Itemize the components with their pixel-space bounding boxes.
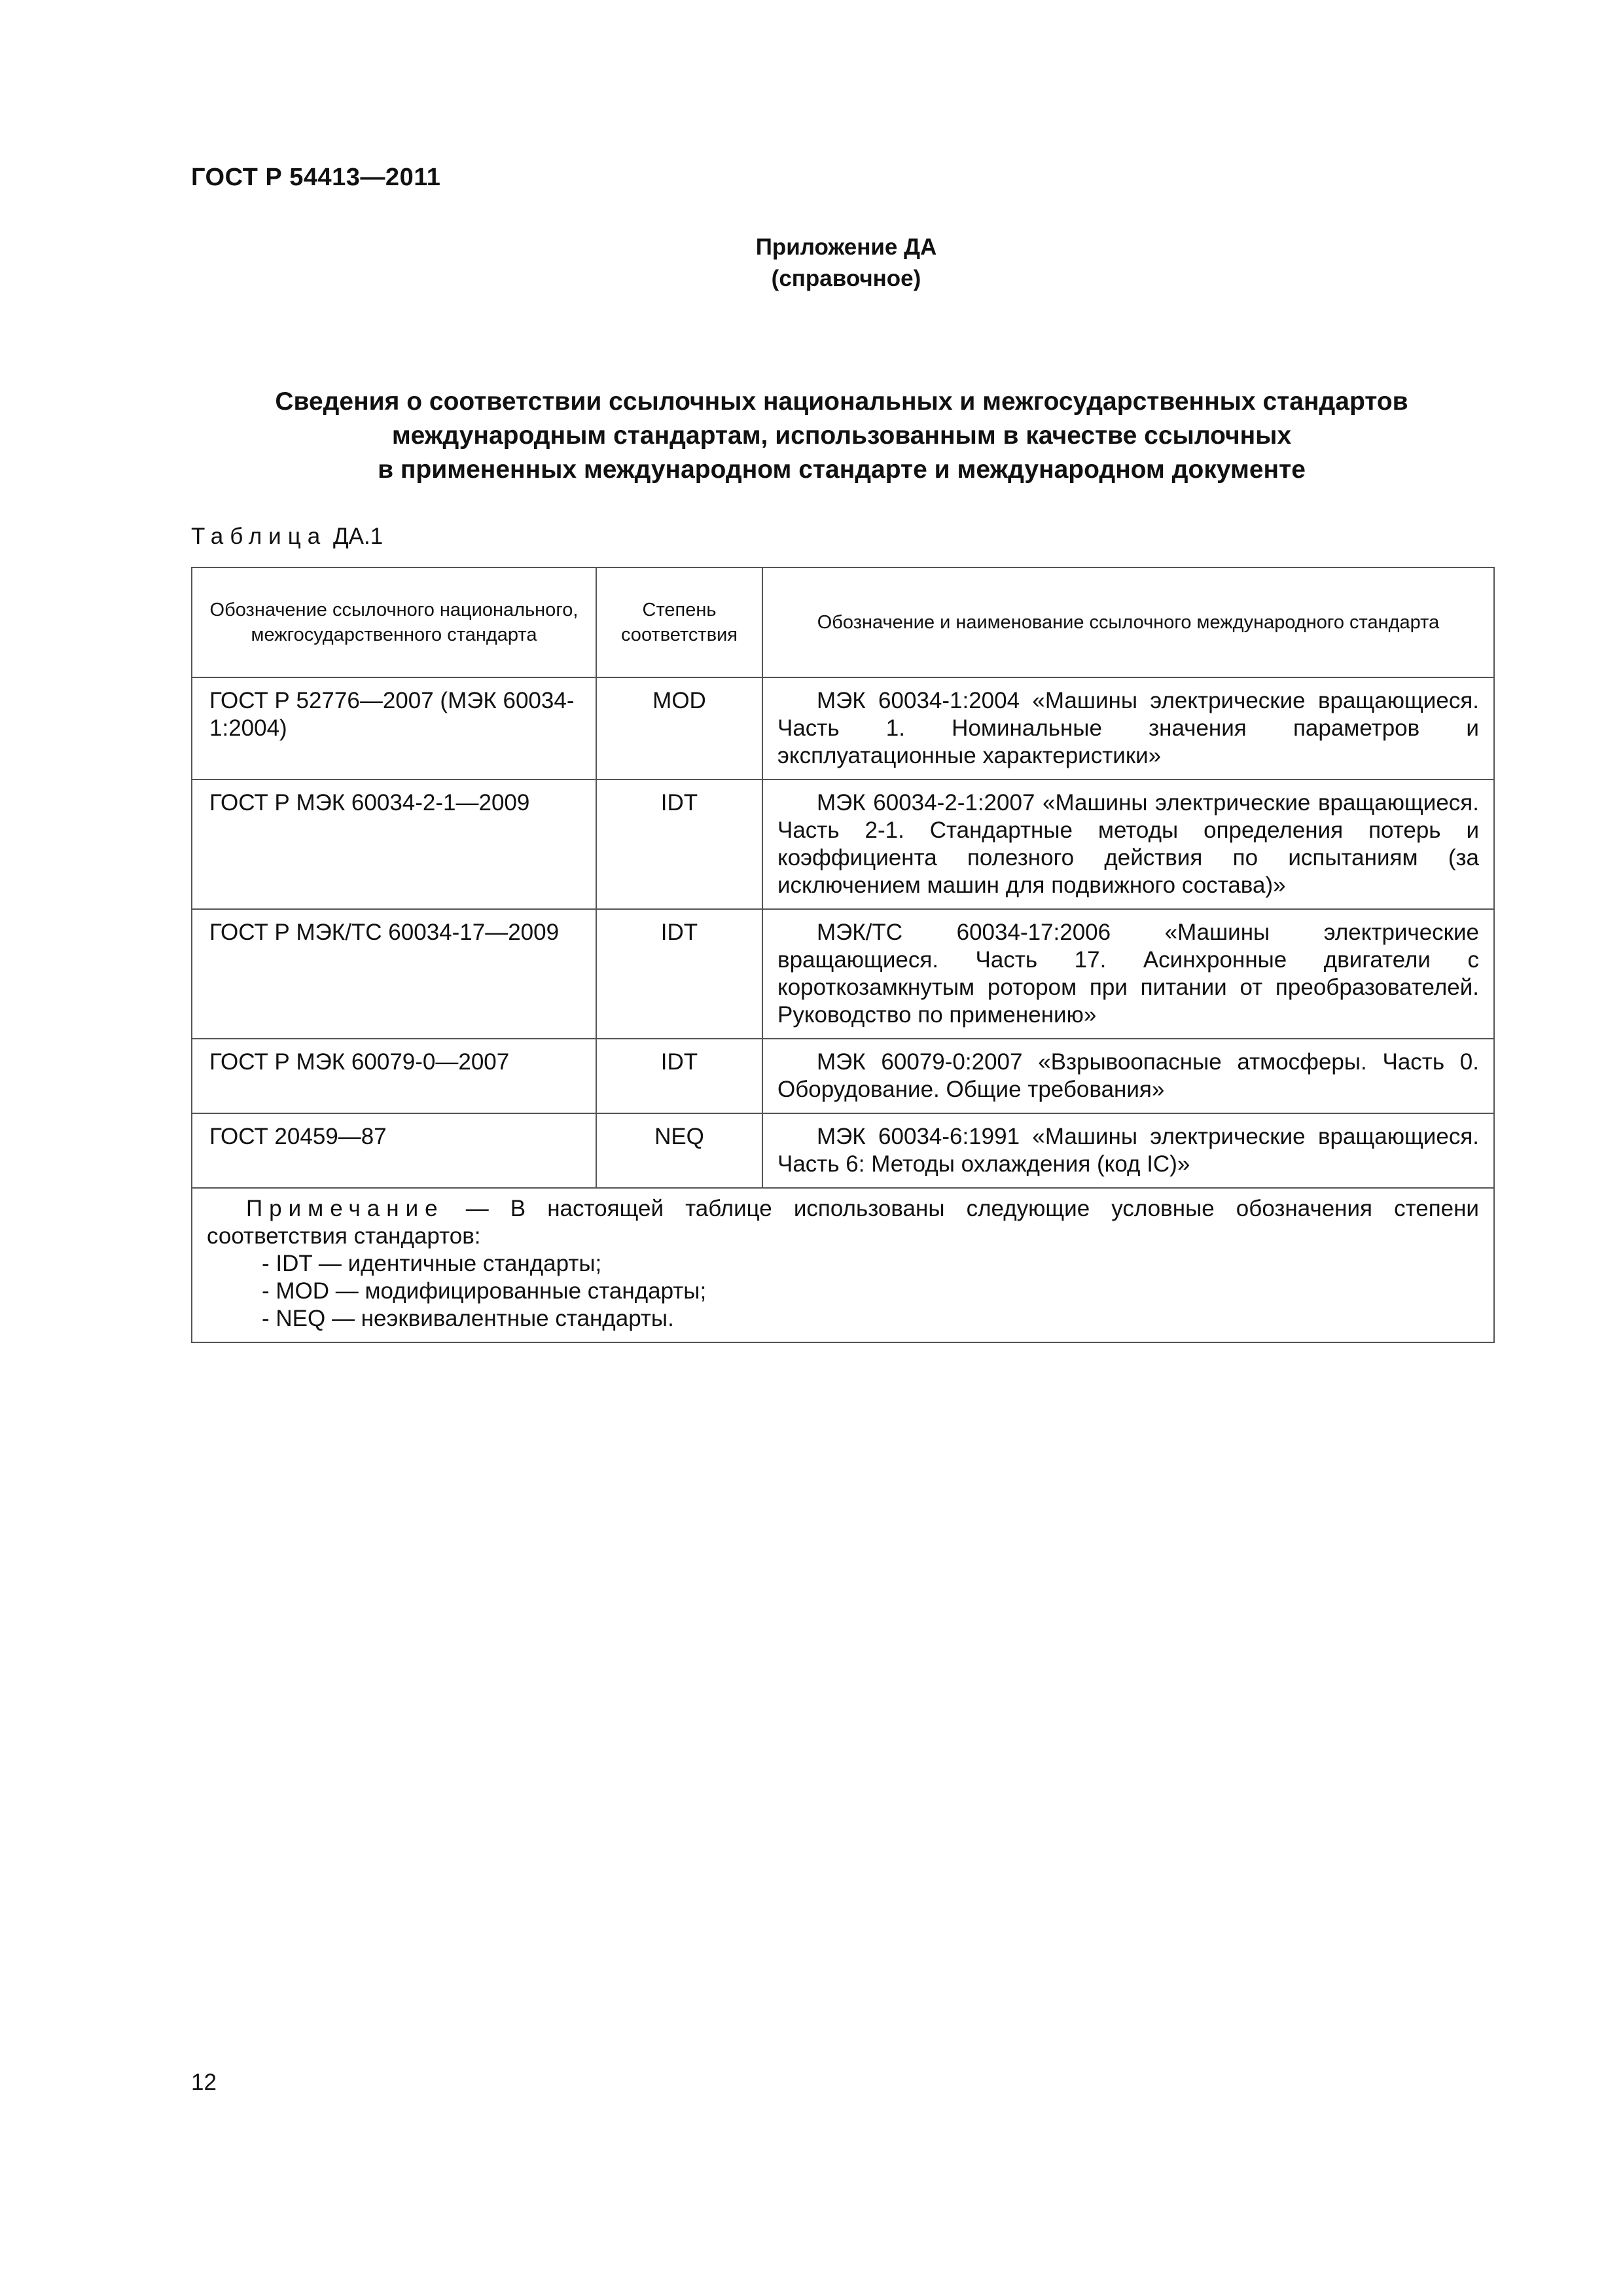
cell-international: МЭК 60079-0:2007 «Взрывоопасные атмосферы. Часть 0. Оборудование. Общие требования» <box>762 1039 1494 1113</box>
header-degree: Степень соответствия <box>596 567 762 677</box>
section-title <box>191 385 1492 487</box>
table-row <box>192 909 1494 1039</box>
cell-international: МЭК/ТС 60034-17:2006 «Машины электрические вращающиеся. Часть 17. Асинхронные двигатели с короткозамкнутым ротором при питании от преобразователей. Руководство по применению» <box>762 909 1494 1039</box>
note-label: Примечание <box>246 1196 444 1221</box>
title-line: в примененных международном стандарте и международном документе <box>378 456 1306 484</box>
cell-degree: MOD <box>596 677 762 780</box>
cell-designation: ГОСТ Р МЭК 60034-2-1—2009 <box>192 780 596 909</box>
title-line: международным стандартам, использованным в качестве ссылочных <box>391 422 1292 450</box>
table-caption-number: ДА.1 <box>332 524 383 549</box>
note-list-item: - NEQ — неэквивалентные стандарты. <box>262 1306 674 1331</box>
note-paragraph <box>207 1195 1479 1250</box>
appendix-label: Приложение ДА <box>755 234 937 260</box>
table-note <box>192 1188 1494 1342</box>
table-row <box>192 1113 1494 1188</box>
note-list-item: - MOD — модифицированные стандарты; <box>262 1278 707 1304</box>
cell-designation: ГОСТ Р МЭК/ТС 60034-17—2009 <box>192 909 596 1039</box>
appendix-type: (справочное) <box>771 266 921 291</box>
table-row <box>192 1039 1494 1113</box>
table-caption-word: Таблица <box>191 524 327 549</box>
table-header-row <box>192 567 1494 677</box>
cell-international: МЭК 60034-1:2004 «Машины электрические вращающиеся. Часть 1. Номинальные значения параметров и эксплуатационные характеристики» <box>762 677 1494 780</box>
cell-degree: IDT <box>596 1039 762 1113</box>
cell-degree: IDT <box>596 909 762 1039</box>
document-designation: ГОСТ Р 54413—2011 <box>191 164 441 191</box>
reference-standards-table <box>191 567 1495 1343</box>
table-note-row <box>192 1188 1494 1342</box>
note-text: — В настоящей таблице использованы следующие условные обозначения степени соответствия стандартов: <box>207 1196 1479 1249</box>
cell-designation: ГОСТ 20459—87 <box>192 1113 596 1188</box>
table-row <box>192 677 1494 780</box>
cell-designation: ГОСТ Р МЭК 60079-0—2007 <box>192 1039 596 1113</box>
note-list-item: - IDT — идентичные стандарты; <box>262 1251 602 1276</box>
cell-designation: ГОСТ Р 52776—2007 (МЭК 60034-1:2004) <box>192 677 596 780</box>
header-national-standard: Обозначение ссылочного национального, межгосударственного стандарта <box>192 567 596 677</box>
cell-international: МЭК 60034-2-1:2007 «Машины электрические вращающиеся. Часть 2-1. Стандартные методы определения потерь и коэффициента полезного действия по испытаниям (за исключением машин для подвижного состава)» <box>762 780 1494 909</box>
table-caption <box>191 524 383 550</box>
header-international-standard: Обозначение и наименование ссылочного международного стандарта <box>762 567 1494 677</box>
cell-international: МЭК 60034-6:1991 «Машины электрические вращающиеся. Часть 6: Методы охлаждения (код IC)» <box>762 1113 1494 1188</box>
page-number: 12 <box>191 2070 217 2095</box>
title-line: Сведения о соответствии ссылочных национальных и межгосударственных стандартов <box>275 387 1408 416</box>
appendix-heading <box>0 232 1623 295</box>
cell-degree: NEQ <box>596 1113 762 1188</box>
table-row <box>192 780 1494 909</box>
cell-degree: IDT <box>596 780 762 909</box>
